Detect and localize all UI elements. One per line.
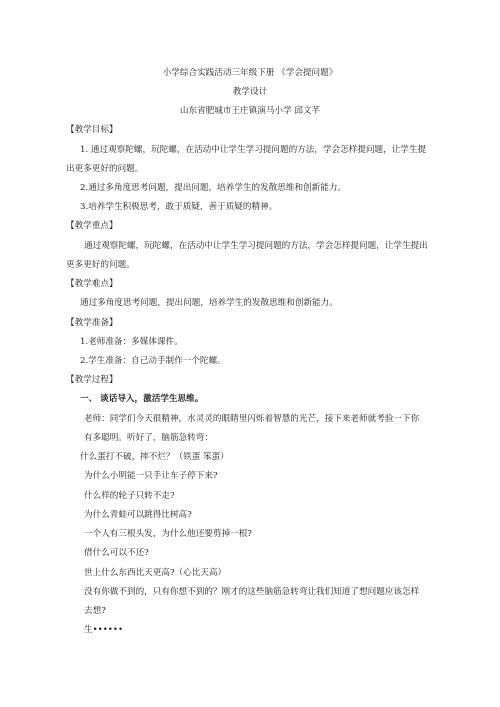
- section-heading-process: 【教学过程】: [66, 375, 118, 385]
- goal-item-3: 3.培养学生积极思考，敢于质疑，善于质疑的精神。: [80, 202, 278, 212]
- summary-line-2: 去想?: [84, 606, 106, 616]
- section-heading-key-points: 【教学重点】: [66, 221, 118, 231]
- section-heading-preparation: 【教学准备】: [66, 318, 118, 328]
- teacher-speech-line-2: 有多聪明。听好了，脑筋急转弯：: [84, 433, 213, 443]
- section-heading-difficulties: 【教学难点】: [66, 279, 118, 289]
- riddle-4: 为什么青蛙可以跳得比树高?: [84, 510, 192, 520]
- process-step-1: 一、 谈话导入，激活学生思维。: [80, 394, 204, 404]
- riddle-7: 世上什么东西比天更高?（心比天高）: [84, 568, 227, 578]
- key-point-line-2: 更多更好的问题。: [66, 260, 135, 270]
- preparation-teacher: 1.老师准备：多媒体课件。: [80, 337, 183, 347]
- key-point-line-1: 通过观察陀螺，玩陀螺，在活动中让学生学习提问题的方法，学会怎样提问题，让学生提出: [84, 241, 428, 251]
- student-response: 生••••••: [84, 625, 124, 635]
- document-author: 山东省肥城市王庄镇演马小学 邱文芊: [179, 106, 321, 116]
- teacher-speech-line-1: 老师：同学们今天很精神，水灵灵的眼睛里闪烁着智慧的光芒，接下来老师就考验一下你: [84, 414, 420, 424]
- riddle-3: 什么样的轮子只转不走?: [84, 491, 175, 501]
- section-heading-goals: 【教学目标】: [66, 125, 118, 135]
- goal-item-1-line-2: 出更多更好的问题。: [66, 164, 144, 174]
- riddle-1: 什么蛋打不破，摔不烂？（铁蛋 笨蛋）: [80, 452, 229, 462]
- document-subtitle: 教学设计: [232, 87, 268, 97]
- goal-item-1-line-1: 1. 通过观察陀螺，玩陀螺，在活动中让学生学习提问题的方法，学会怎样提问题，让学生提: [80, 145, 427, 155]
- preparation-student: 2.学生准备：自己动手制作一个陀螺。: [80, 356, 226, 366]
- riddle-6: 借什么可以不还?: [84, 548, 149, 558]
- riddle-2: 为什么小明能一只手让车子停下来?: [84, 471, 218, 481]
- goal-item-2: 2.通过多角度思考问题，提出问题，培养学生的发散思维和创新能力。: [80, 183, 347, 193]
- riddle-5: 一个人有三根头发，为什么他还要剪掉一根?: [84, 529, 252, 539]
- document-title: 小学综合实践活动三年级下册 《学会提问题》: [162, 68, 338, 78]
- difficulty-line: 通过多角度思考问题，提出问题，培养学生的发散思维和创新能力。: [80, 298, 338, 308]
- summary-line-1: 没有你做不到的，只有你想不到的？刚才的这些脑筋急转弯让我们知道了想问题应该怎样: [84, 587, 420, 597]
